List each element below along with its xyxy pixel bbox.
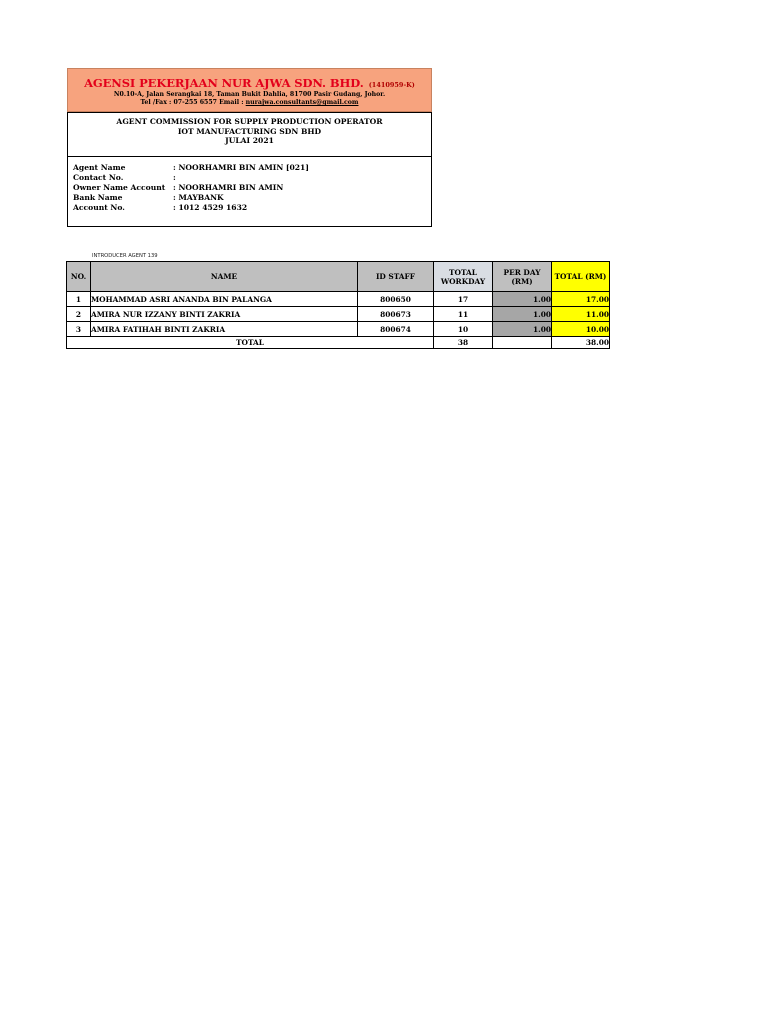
cell-workday: 11	[434, 307, 493, 322]
company-title-line	[68, 72, 431, 91]
total-workday: 38	[434, 337, 493, 349]
cell-total: 10.00	[552, 322, 610, 337]
cell-workday: 10	[434, 322, 493, 337]
header-no: NO.	[67, 262, 91, 292]
company-name: AGENSI PEKERJAAN NUR AJWA SDN. BHD.	[84, 76, 364, 90]
agent-field-row	[73, 173, 431, 183]
cell-total: 17.00	[552, 292, 610, 307]
cell-workday: 17	[434, 292, 493, 307]
cell-id-staff: 800674	[358, 322, 434, 337]
agent-details	[68, 157, 431, 213]
cell-no: 2	[67, 307, 91, 322]
agent-field-row	[73, 193, 431, 203]
total-label: TOTAL	[67, 337, 434, 349]
document-title-line2: IOT MANUFACTURING SDN BHD	[177, 126, 322, 136]
introducer-label: INTRODUCER AGENT 139	[92, 253, 158, 259]
cell-id-staff: 800673	[358, 307, 434, 322]
agent-field-row	[73, 183, 431, 193]
contact-no-value: :	[173, 173, 176, 182]
agent-field-row	[73, 163, 431, 173]
header-name: NAME	[91, 262, 358, 292]
cell-total: 11.00	[552, 307, 610, 322]
total-amount: 38.00	[552, 337, 610, 349]
account-no-label: Account No.	[73, 203, 125, 212]
account-no-value: : 1012 4529 1632	[173, 203, 248, 212]
cell-no: 1	[67, 292, 91, 307]
cell-per-day: 1.00	[493, 292, 552, 307]
table-total-row	[67, 337, 610, 349]
bank-name-label: Bank Name	[73, 193, 123, 202]
header-total-workday: TOTAL WORKDAY	[434, 262, 493, 292]
cell-per-day: 1.00	[493, 307, 552, 322]
cell-id-staff: 800650	[358, 292, 434, 307]
company-address: N0.10-A, Jalan Serangkai 18, Taman Bukit Dahlia, 81700 Pasir Gudang, Johor.	[113, 91, 386, 98]
cell-no: 3	[67, 322, 91, 337]
table-header-row	[67, 262, 610, 292]
cell-name: AMIRA NUR IZZANY BINTI ZAKRIA	[91, 307, 358, 322]
table-row	[67, 322, 610, 337]
header-total-rm: TOTAL (RM)	[552, 262, 610, 292]
contact-no-label: Contact No.	[73, 173, 124, 182]
owner-name-label: Owner Name Account	[73, 183, 166, 192]
agent-name-label: Agent Name	[73, 163, 126, 172]
cell-name: MOHAMMAD ASRI ANANDA BIN PALANGA	[91, 292, 358, 307]
company-header	[67, 68, 432, 112]
total-per-day-empty	[493, 337, 552, 349]
commission-table	[66, 261, 610, 349]
agent-info-box	[67, 112, 432, 227]
header-id-staff: ID STAFF	[358, 262, 434, 292]
document-period: JULAI 2021	[225, 136, 274, 145]
agent-field-row	[73, 203, 431, 213]
document-title-line1: AGENT COMMISSION FOR SUPPLY PRODUCTION OPERATOR	[116, 117, 383, 126]
cell-name: AMIRA FATIHAH BINTI ZAKRIA	[91, 322, 358, 337]
bank-name-value: : MAYBANK	[173, 193, 224, 202]
document-title-block	[68, 113, 431, 157]
contact-prefix: Tel /Fax : 07-255 6557 Email :	[140, 99, 246, 106]
table-row	[67, 307, 610, 322]
agent-name-value: : NOORHAMRI BIN AMIN [021]	[173, 163, 309, 172]
header-per-day: PER DAY (RM)	[493, 262, 552, 292]
owner-name-value: : NOORHAMRI BIN AMIN	[173, 183, 284, 192]
company-contact	[68, 99, 431, 107]
table-row	[67, 292, 610, 307]
cell-per-day: 1.00	[493, 322, 552, 337]
company-registration: (1410959-K)	[368, 81, 415, 89]
email-link[interactable]: nurajwa.consultants@gmail.com	[245, 99, 359, 106]
